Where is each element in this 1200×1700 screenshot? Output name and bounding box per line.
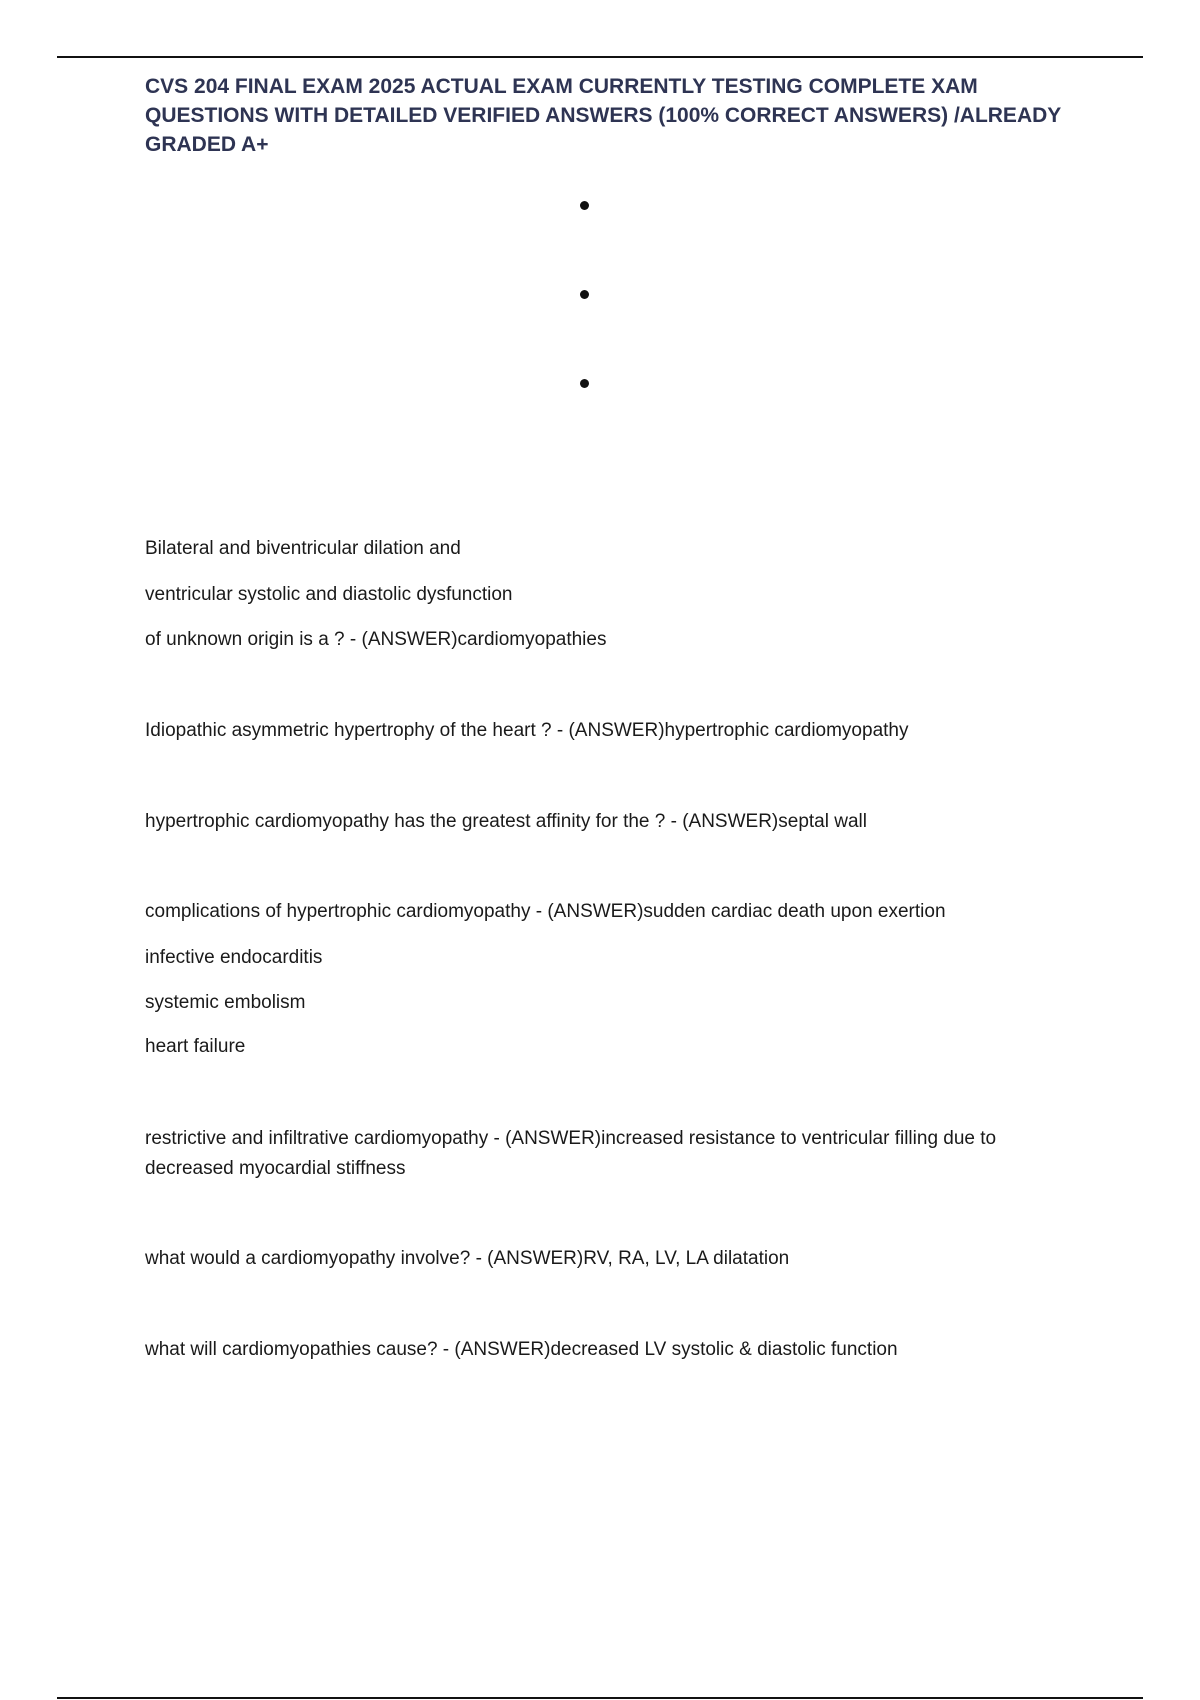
answer-item: systemic embolism <box>145 992 306 1013</box>
bullet-icon <box>580 290 589 299</box>
bullet-icon <box>580 379 589 388</box>
question-answer: of unknown origin is a ? - (ANSWER)cardiomyopathies <box>145 629 607 650</box>
question-text: Bilateral and biventricular dilation and <box>145 538 461 559</box>
question-text: ventricular systolic and diastolic dysfunction <box>145 584 513 605</box>
question-answer: what will cardiomyopathies cause? - (ANSWER)decreased LV systolic & diastolic function <box>145 1339 898 1360</box>
question-answer: hypertrophic cardiomyopathy has the greatest affinity for the ? - (ANSWER)septal wall <box>145 811 867 832</box>
document-title: CVS 204 FINAL EXAM 2025 ACTUAL EXAM CURRENTLY TESTING COMPLETE XAM QUESTIONS WITH DETAILED VERIFIED ANSWERS (100% CORRECT ANSWERS) /ALREADY GRADED A+ <box>145 75 1061 156</box>
question-answer: restrictive and infiltrative cardiomyopathy - (ANSWER)increased resistance to ventricular filling due to decreased myocardial stiffness <box>145 1128 997 1179</box>
question-answer: complications of hypertrophic cardiomyopathy - (ANSWER)sudden cardiac death upon exertion <box>145 901 946 922</box>
bottom-rule <box>57 1697 1143 1699</box>
question-answer: what would a cardiomyopathy involve? - (ANSWER)RV, RA, LV, LA dilatation <box>145 1248 790 1269</box>
answer-item: infective endocarditis <box>145 947 323 968</box>
bullet-icon <box>580 201 589 210</box>
answer-item: heart failure <box>145 1036 246 1057</box>
question-answer: Idiopathic asymmetric hypertrophy of the heart ? - (ANSWER)hypertrophic cardiomyopathy <box>145 720 909 741</box>
top-rule <box>57 56 1143 58</box>
